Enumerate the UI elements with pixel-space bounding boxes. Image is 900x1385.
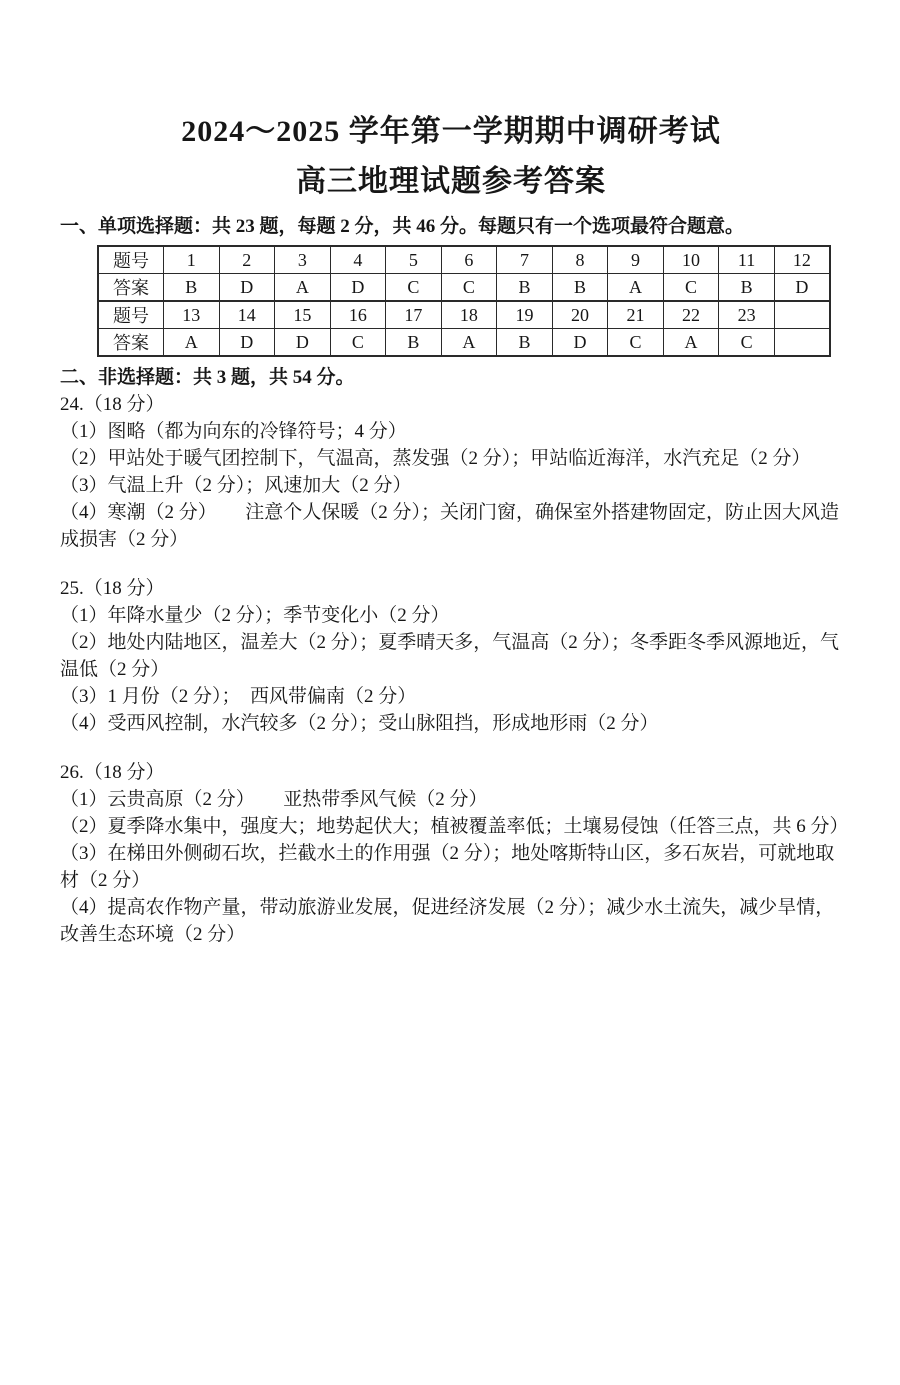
answer-cell: D — [774, 274, 830, 302]
answer-cell: 14 — [219, 301, 275, 329]
answer-cell: B — [497, 274, 553, 302]
answer-cell: D — [330, 274, 386, 302]
answer-cell: B — [386, 329, 442, 357]
answer-line: （4）寒潮（2 分） 注意个人保暖（2 分）；关闭门窗，确保室外搭建物固定，防止因大风造成损害（2 分） — [60, 502, 840, 550]
answer-cell: B — [497, 329, 553, 357]
answer-line: （4）受西风控制，水汽较多（2 分）；受山脉阻挡，形成地形雨（2 分） — [60, 713, 659, 734]
answer-cell: 10 — [663, 246, 719, 274]
answer-cell: A — [275, 274, 331, 302]
question-number-line: 26.（18 分） — [60, 762, 165, 783]
answer-cell: 9 — [608, 246, 664, 274]
answer-cell: 21 — [608, 301, 664, 329]
answer-cell: A — [608, 274, 664, 302]
answer-cell: D — [219, 329, 275, 357]
row-label-cell: 题号 — [98, 246, 164, 274]
answer-table-row — [98, 274, 830, 302]
question-block — [60, 575, 842, 737]
answer-cell: C — [441, 274, 497, 302]
free-response-section-heading: 二、非选择题：共 3 题，共 54 分。 — [60, 367, 355, 388]
answer-key-title: 高三地理试题参考答案 — [296, 165, 606, 198]
question-block — [60, 759, 849, 948]
answer-cell: 18 — [441, 301, 497, 329]
answer-cell: C — [330, 329, 386, 357]
answer-cell: 17 — [386, 301, 442, 329]
answer-cell: 23 — [719, 301, 775, 329]
question-number-line: 25.（18 分） — [60, 578, 165, 599]
answer-line: （3）在梯田外侧砌石坎，拦截水土的作用强（2 分）；地处喀斯特山区，多石灰岩，可就地取材（2 分） — [60, 843, 835, 891]
answer-cell: A — [164, 329, 220, 357]
answer-line: （2）地处内陆地区，温差大（2 分）；夏季晴天多，气温高（2 分）；冬季距冬季风源地近，气温低（2 分） — [60, 632, 840, 680]
answer-cell: 20 — [552, 301, 608, 329]
question-block — [60, 391, 842, 553]
answer-cell: D — [552, 329, 608, 357]
answer-line: （4）提高农作物产量，带动旅游业发展，促进经济发展（2 分）；减少水土流失，减少旱情，改善生态环境（2 分） — [60, 897, 835, 945]
answer-table-body — [98, 246, 830, 356]
answer-cell: C — [386, 274, 442, 302]
answer-cell: B — [552, 274, 608, 302]
answer-cell: D — [219, 274, 275, 302]
answer-line: （3）气温上升（2 分）；风速加大（2 分） — [60, 475, 412, 496]
answer-cell: D — [275, 329, 331, 357]
answer-cell: 16 — [330, 301, 386, 329]
answer-cell: 13 — [164, 301, 220, 329]
row-label-cell: 答案 — [98, 329, 164, 357]
answer-cell: 11 — [719, 246, 775, 274]
answer-table-row — [98, 301, 830, 329]
answer-table — [97, 245, 831, 357]
answer-cell: 8 — [552, 246, 608, 274]
row-label-cell: 答案 — [98, 274, 164, 302]
row-label-cell: 题号 — [98, 301, 164, 329]
answer-cell: 22 — [663, 301, 719, 329]
question-number-line: 24.（18 分） — [60, 394, 165, 415]
answer-line: （1）图略（都为向东的冷锋符号；4 分） — [60, 421, 407, 442]
answer-cell: 4 — [330, 246, 386, 274]
choice-section-heading: 一、单项选择题：共 23 题，每题 2 分，共 46 分。每题只有一个选项最符合题意。 — [60, 216, 745, 237]
answer-cell: 12 — [774, 246, 830, 274]
answer-line: （3）1 月份（2 分）； 西风带偏南（2 分） — [60, 686, 417, 707]
answer-cell: 5 — [386, 246, 442, 274]
answer-cell: 7 — [497, 246, 553, 274]
answer-line: （1）云贵高原（2 分） 亚热带季风气候（2 分） — [60, 789, 488, 810]
answer-cell: B — [164, 274, 220, 302]
answer-cell: C — [719, 329, 775, 357]
answer-cell: 6 — [441, 246, 497, 274]
exam-title: 2024～2025 学年第一学期期中调研考试 — [181, 115, 721, 148]
free-response-answers — [60, 391, 849, 948]
answer-cell: A — [441, 329, 497, 357]
answer-table-row — [98, 246, 830, 274]
answer-cell: 1 — [164, 246, 220, 274]
answer-cell: 2 — [219, 246, 275, 274]
answer-cell: 15 — [275, 301, 331, 329]
answer-cell: 19 — [497, 301, 553, 329]
answer-cell: C — [608, 329, 664, 357]
answer-cell — [774, 329, 830, 357]
answer-cell: 3 — [275, 246, 331, 274]
answer-cell: B — [719, 274, 775, 302]
answer-cell: C — [663, 274, 719, 302]
answer-line: （2）夏季降水集中，强度大；地势起伏大；植被覆盖率低；土壤易侵蚀（任答三点，共 6 分） — [60, 816, 849, 837]
answer-cell — [774, 301, 830, 329]
answer-line: （1）年降水量少（2 分）；季节变化小（2 分） — [60, 605, 450, 626]
answer-cell: A — [663, 329, 719, 357]
answer-table-row — [98, 329, 830, 357]
answer-line: （2）甲站处于暖气团控制下，气温高，蒸发强（2 分）；甲站临近海洋，水汽充足（2 分） — [60, 448, 811, 469]
